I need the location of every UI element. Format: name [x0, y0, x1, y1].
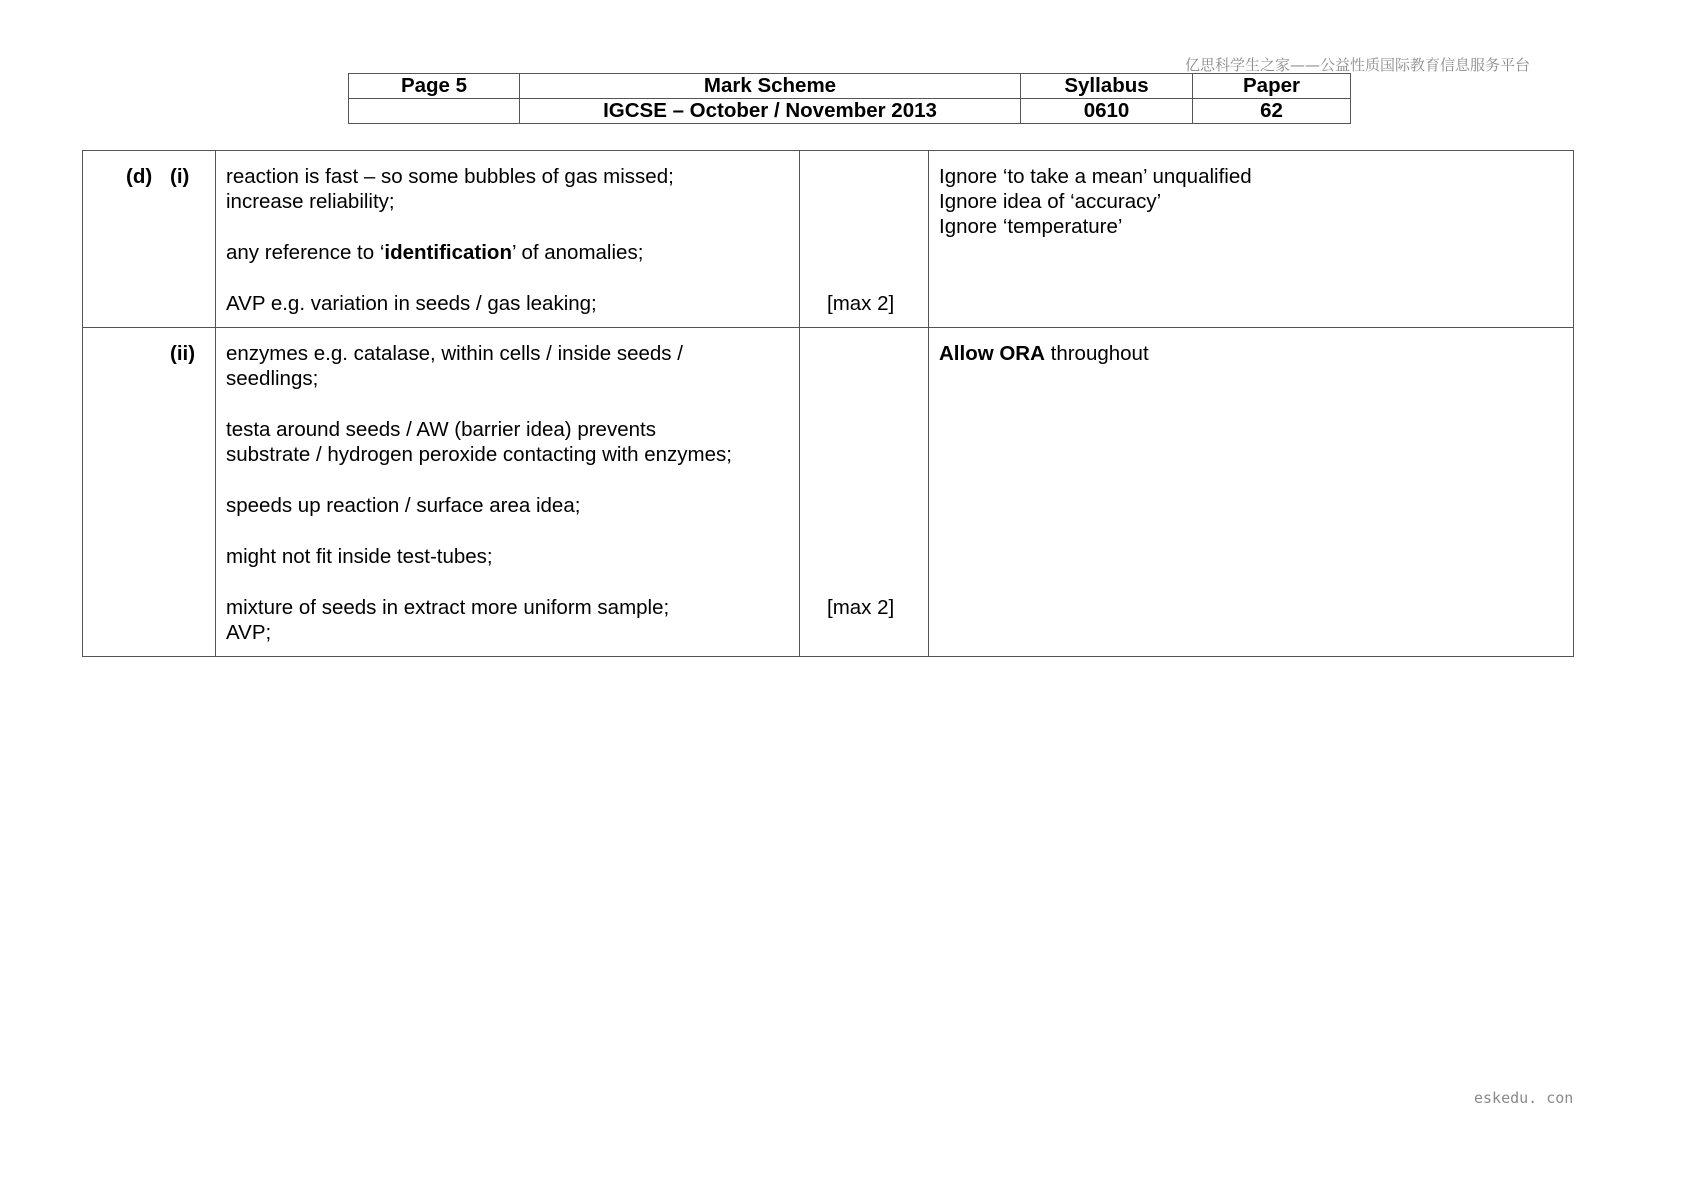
answer-line: AVP; [226, 621, 272, 644]
answer-cell [216, 151, 800, 328]
mark-scheme-table [82, 150, 1574, 657]
header-paper-label: Paper [1193, 74, 1351, 99]
guidance-cell [929, 151, 1574, 328]
marks-value: [max 2] [827, 596, 895, 619]
answer-text: any reference to ‘ [226, 241, 385, 264]
header-title: Mark Scheme [520, 74, 1021, 99]
table-row [83, 328, 1574, 657]
answer-line: mixture of seeds in extract more uniform sample; [226, 596, 670, 619]
answer-text: ’ of anomalies; [511, 241, 644, 264]
guidance-cell [929, 328, 1574, 657]
question-label-cell [83, 151, 216, 328]
header-syllabus-label: Syllabus [1021, 74, 1193, 99]
answer-line: might not fit inside test-tubes; [226, 545, 493, 568]
answer-keyword: identification [384, 241, 512, 264]
header-table [348, 73, 1351, 124]
header-syllabus-code: 0610 [1021, 99, 1193, 124]
header-blank [349, 99, 520, 124]
header-row [349, 99, 1351, 124]
header-page: Page 5 [349, 74, 520, 99]
watermark-top: 亿思科学生之家——公益性质国际教育信息服务平台 [1185, 56, 1531, 74]
answer-line: testa around seeds / AW (barrier idea) prevents [226, 418, 656, 441]
marks-value: [max 2] [827, 292, 895, 315]
question-subpart-label: (i) [170, 165, 190, 188]
marks-cell [800, 151, 929, 328]
table-row [83, 151, 1574, 328]
header-exam: IGCSE – October / November 2013 [520, 99, 1021, 124]
answer-line: AVP e.g. variation in seeds / gas leaking; [226, 292, 597, 315]
guidance-keyword: Allow ORA [939, 342, 1045, 365]
marks-cell [800, 328, 929, 657]
question-part-label: (d) [126, 165, 153, 188]
header-paper-number: 62 [1193, 99, 1351, 124]
question-label-cell [83, 328, 216, 657]
answer-line: increase reliability; [226, 190, 395, 213]
answer-line: reaction is fast – so some bubbles of gas missed; [226, 165, 674, 188]
guidance-line: Ignore ‘temperature’ [939, 215, 1123, 238]
guidance-text: throughout [1044, 342, 1149, 365]
answer-cell [216, 328, 800, 657]
watermark-bottom: eskedu. con [1474, 1089, 1574, 1107]
guidance-line: Ignore ‘to take a mean’ unqualified [939, 165, 1252, 188]
question-subpart-label: (ii) [170, 342, 196, 365]
answer-line: enzymes e.g. catalase, within cells / inside seeds / [226, 342, 683, 365]
guidance-line: Ignore idea of ‘accuracy’ [939, 190, 1162, 213]
answer-line [226, 240, 643, 265]
answer-line: speeds up reaction / surface area idea; [226, 494, 581, 517]
answer-line: substrate / hydrogen peroxide contacting with enzymes; [226, 443, 732, 466]
guidance-line [939, 341, 1149, 366]
answer-line: seedlings; [226, 367, 319, 390]
header-row [349, 74, 1351, 99]
